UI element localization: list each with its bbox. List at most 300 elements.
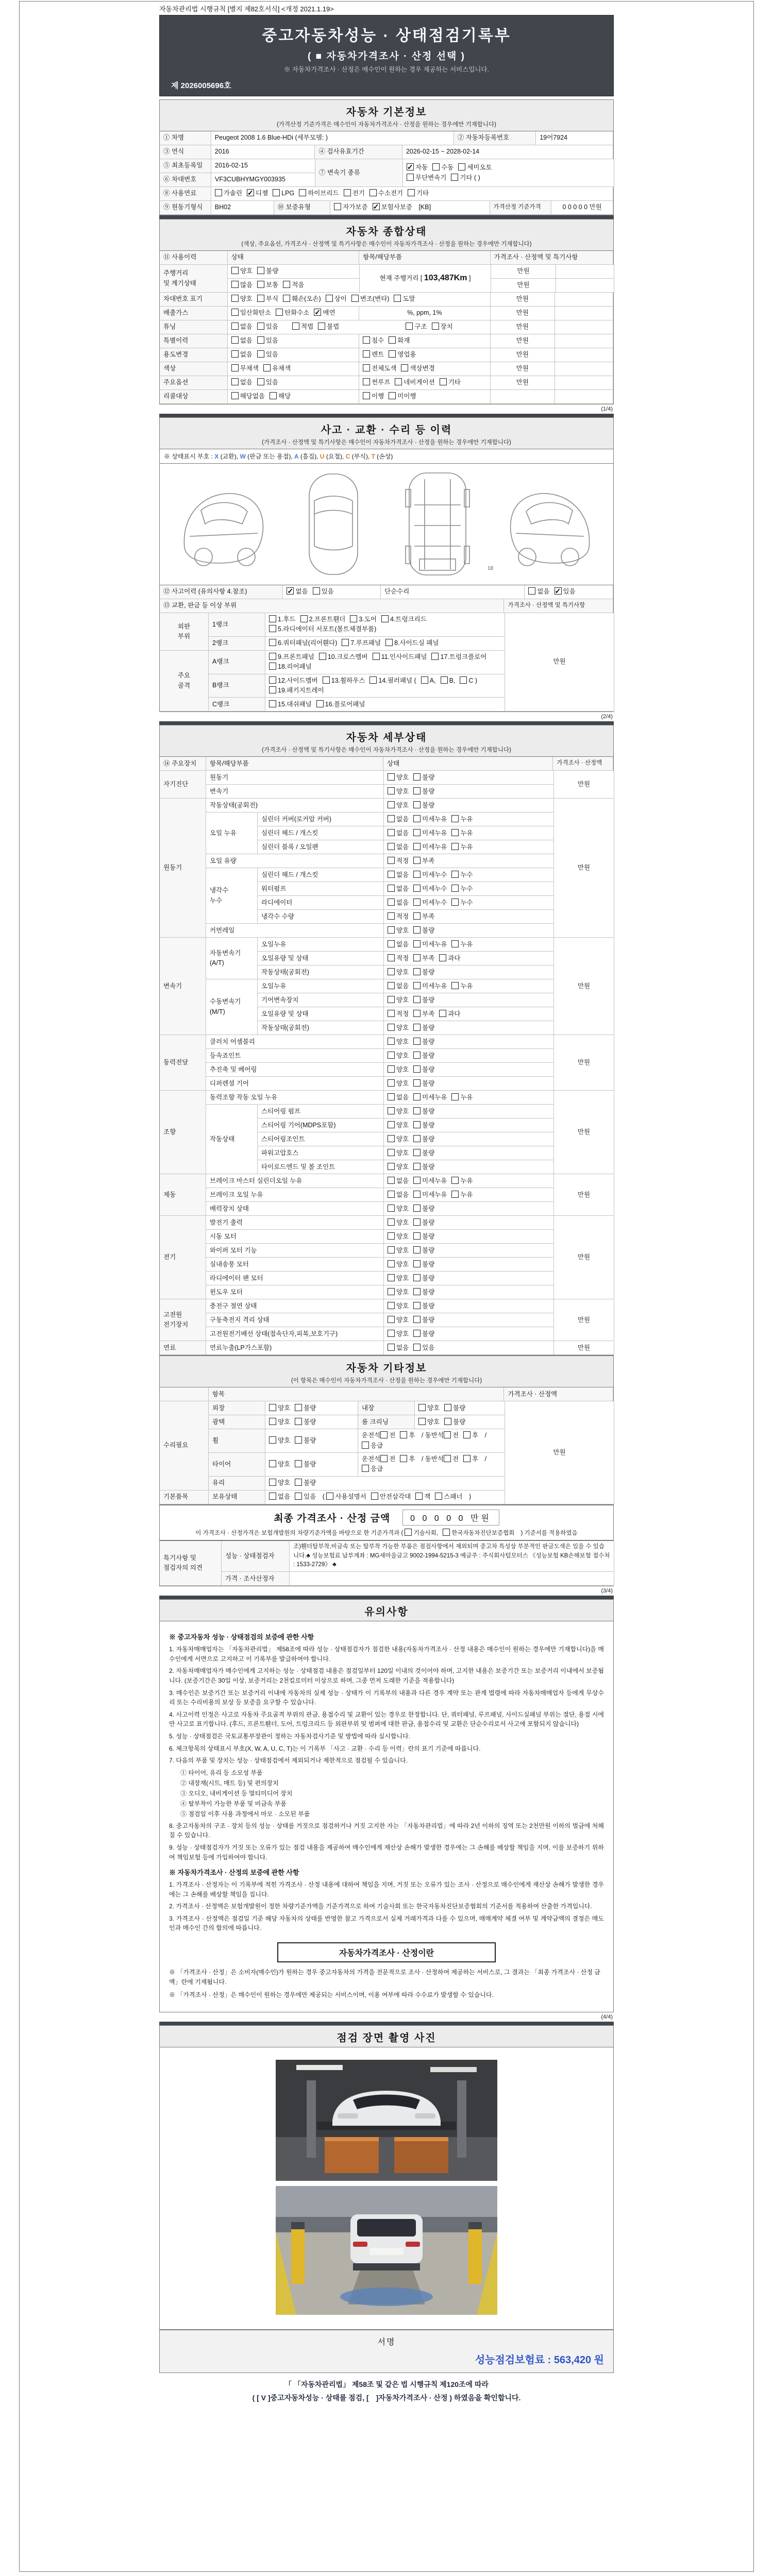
checkbox-icon[interactable]: [451, 1191, 459, 1198]
checkbox-icon[interactable]: [369, 676, 377, 684]
checkbox-option[interactable]: [269, 1460, 290, 1469]
checkbox-icon[interactable]: [388, 1260, 395, 1267]
checkbox-icon[interactable]: [381, 615, 389, 622]
checkbox-icon[interactable]: [439, 1010, 446, 1017]
checkbox-icon[interactable]: [269, 639, 276, 646]
checkbox-icon[interactable]: [413, 787, 421, 794]
checkbox-option[interactable]: [231, 280, 253, 290]
checkbox-icon[interactable]: [326, 295, 333, 302]
checkbox-option[interactable]: [421, 676, 436, 686]
checkbox-option[interactable]: [408, 189, 429, 198]
checkbox-option[interactable]: [389, 392, 416, 401]
checkbox-icon[interactable]: [362, 1465, 369, 1472]
checkbox-option[interactable]: [413, 828, 447, 838]
checkbox-icon[interactable]: [231, 364, 239, 371]
checkbox-icon[interactable]: [388, 815, 395, 822]
checkbox-icon[interactable]: [351, 295, 359, 302]
checkbox-icon[interactable]: [451, 899, 459, 906]
checkbox-option[interactable]: [444, 1454, 459, 1464]
checkbox-option[interactable]: [439, 1009, 460, 1019]
checkbox-icon[interactable]: [388, 954, 395, 961]
checkbox-option[interactable]: [451, 870, 473, 880]
checkbox-option[interactable]: [373, 202, 412, 212]
checkbox-option[interactable]: [388, 954, 409, 963]
checkbox-icon[interactable]: [388, 1121, 395, 1128]
checkbox-icon[interactable]: [413, 1288, 421, 1295]
checkbox-icon[interactable]: [413, 815, 421, 822]
checkbox-option[interactable]: [388, 926, 409, 936]
checkbox-option[interactable]: [432, 322, 453, 332]
checkbox-option[interactable]: [388, 1260, 409, 1269]
checkbox-option[interactable]: [388, 1176, 409, 1186]
checkbox-icon[interactable]: [395, 378, 402, 385]
checked-checkbox-icon[interactable]: [247, 189, 254, 196]
checkbox-icon[interactable]: [231, 350, 239, 358]
checkbox-icon[interactable]: [460, 676, 467, 684]
checkbox-icon[interactable]: [380, 1431, 388, 1438]
checkbox-option[interactable]: [388, 1023, 409, 1033]
checkbox-icon[interactable]: [326, 1493, 333, 1500]
checkbox-icon[interactable]: [451, 1093, 459, 1100]
checkbox-icon[interactable]: [413, 1107, 421, 1114]
checkbox-option[interactable]: [388, 1037, 409, 1047]
checkbox-option[interactable]: [413, 815, 447, 824]
checkbox-option[interactable]: [413, 940, 447, 950]
checkbox-icon[interactable]: [439, 954, 446, 961]
checkbox-option[interactable]: [231, 266, 253, 276]
checkbox-option[interactable]: [363, 378, 390, 387]
checkbox-option[interactable]: [276, 308, 309, 318]
checkbox-option[interactable]: [413, 981, 447, 991]
checkbox-option[interactable]: [257, 294, 278, 304]
checkbox-icon[interactable]: [528, 587, 535, 595]
checkbox-option[interactable]: [415, 1492, 430, 1502]
checkbox-option[interactable]: [413, 1162, 434, 1172]
checkbox-icon[interactable]: [388, 1052, 395, 1059]
checkbox-icon[interactable]: [431, 653, 439, 660]
checkbox-icon[interactable]: [413, 843, 421, 850]
checkbox-option[interactable]: [269, 624, 376, 634]
checkbox-icon[interactable]: [363, 350, 370, 358]
checkbox-option[interactable]: [247, 189, 268, 198]
checkbox-icon[interactable]: [444, 1455, 451, 1462]
checkbox-option[interactable]: [231, 294, 253, 304]
checkbox-icon[interactable]: [292, 323, 299, 330]
checkbox-option[interactable]: [400, 1431, 415, 1440]
checkbox-option[interactable]: [413, 1343, 434, 1353]
checkbox-option[interactable]: [269, 1478, 290, 1488]
checkbox-option[interactable]: [413, 954, 434, 963]
checkbox-option[interactable]: [231, 350, 253, 360]
checkbox-icon[interactable]: [215, 189, 222, 196]
checkbox-option[interactable]: [363, 364, 396, 374]
checkbox-option[interactable]: [388, 968, 409, 977]
checkbox-option[interactable]: [389, 350, 416, 360]
checkbox-icon[interactable]: [388, 926, 395, 934]
checkbox-option[interactable]: [388, 995, 409, 1005]
checkbox-option[interactable]: [344, 189, 365, 198]
checkbox-icon[interactable]: [444, 1431, 451, 1438]
checkbox-icon[interactable]: [231, 378, 239, 385]
checkbox-option[interactable]: [363, 350, 384, 360]
checkbox-option[interactable]: [413, 1107, 434, 1116]
checkbox-option[interactable]: [463, 1454, 478, 1464]
checkbox-option[interactable]: [444, 1431, 459, 1440]
checkbox-icon[interactable]: [451, 174, 458, 181]
checkbox-icon[interactable]: [413, 1079, 421, 1087]
checkbox-icon[interactable]: [413, 1260, 421, 1267]
checkbox-icon[interactable]: [432, 163, 440, 171]
checkbox-option[interactable]: [413, 1329, 434, 1339]
checkbox-option[interactable]: [269, 676, 318, 686]
checkbox-icon[interactable]: [231, 267, 239, 274]
checkbox-option[interactable]: [554, 587, 576, 597]
checkbox-option[interactable]: [451, 1176, 473, 1186]
checkbox-option[interactable]: [388, 1343, 409, 1353]
checkbox-icon[interactable]: [257, 378, 264, 385]
checkbox-option[interactable]: [439, 954, 460, 963]
checkbox-icon[interactable]: [369, 189, 377, 196]
checkbox-option[interactable]: [451, 981, 473, 991]
checkbox-option[interactable]: [413, 926, 434, 936]
checkbox-option[interactable]: [388, 912, 409, 922]
checkbox-option[interactable]: [362, 1441, 383, 1451]
checkbox-icon[interactable]: [413, 857, 421, 864]
checkbox-icon[interactable]: [413, 1330, 421, 1337]
checkbox-option[interactable]: [451, 815, 473, 824]
checkbox-option[interactable]: [380, 1431, 395, 1440]
checkbox-option[interactable]: [369, 676, 416, 686]
checkbox-icon[interactable]: [413, 773, 421, 781]
checkbox-option[interactable]: [257, 378, 278, 387]
checkbox-icon[interactable]: [401, 364, 408, 371]
checkbox-icon[interactable]: [300, 615, 308, 622]
checkbox-icon[interactable]: [413, 1177, 421, 1184]
checkbox-icon[interactable]: [413, 829, 421, 836]
checkbox-icon[interactable]: [269, 1418, 276, 1425]
checkbox-icon[interactable]: [263, 364, 271, 371]
checkbox-icon[interactable]: [413, 1302, 421, 1309]
checkbox-icon[interactable]: [388, 801, 395, 808]
checkbox-icon[interactable]: [388, 1344, 395, 1351]
checkbox-icon[interactable]: [257, 281, 264, 288]
checkbox-icon[interactable]: [363, 378, 370, 385]
checkbox-icon[interactable]: [443, 1529, 450, 1536]
checkbox-icon[interactable]: [413, 1163, 421, 1170]
checkbox-option[interactable]: [463, 1431, 478, 1440]
checkbox-icon[interactable]: [413, 1149, 421, 1156]
checkbox-option[interactable]: [413, 1287, 434, 1297]
checkbox-option[interactable]: [395, 378, 434, 387]
checkbox-icon[interactable]: [342, 639, 349, 646]
checkbox-icon[interactable]: [283, 295, 290, 302]
checkbox-option[interactable]: [295, 1492, 316, 1502]
checkbox-option[interactable]: [413, 1246, 434, 1256]
checkbox-option[interactable]: [381, 615, 427, 624]
checkbox-icon[interactable]: [413, 1344, 421, 1351]
checkbox-option[interactable]: [418, 1417, 440, 1427]
checkbox-icon[interactable]: [231, 281, 239, 288]
checkbox-icon[interactable]: [388, 1163, 395, 1170]
checkbox-icon[interactable]: [388, 1288, 395, 1295]
checkbox-option[interactable]: [413, 1204, 434, 1214]
checkbox-icon[interactable]: [388, 1191, 395, 1198]
checkbox-icon[interactable]: [389, 336, 396, 344]
checkbox-icon[interactable]: [362, 1442, 369, 1449]
checkbox-option[interactable]: [413, 1148, 434, 1158]
checkbox-option[interactable]: [300, 615, 346, 624]
checkbox-icon[interactable]: [231, 336, 239, 344]
checkbox-icon[interactable]: [440, 378, 447, 385]
checkbox-option[interactable]: [273, 189, 294, 198]
checkbox-icon[interactable]: [389, 350, 396, 358]
checkbox-icon[interactable]: [388, 1149, 395, 1156]
checkbox-option[interactable]: [444, 1417, 465, 1427]
checkbox-option[interactable]: [413, 968, 434, 977]
checkbox-option[interactable]: [269, 686, 324, 696]
checkbox-option[interactable]: [283, 280, 304, 290]
checkbox-option[interactable]: [388, 1301, 409, 1311]
checkbox-option[interactable]: [413, 801, 434, 810]
checkbox-icon[interactable]: [388, 857, 395, 864]
checkbox-option[interactable]: [318, 322, 339, 332]
checkbox-option[interactable]: [231, 378, 253, 387]
checkbox-option[interactable]: [388, 1121, 409, 1130]
checkbox-option[interactable]: [401, 364, 434, 374]
checkbox-icon[interactable]: [413, 1093, 421, 1100]
checkbox-option[interactable]: [269, 1436, 290, 1446]
checkbox-icon[interactable]: [463, 1455, 470, 1462]
checkbox-icon[interactable]: [405, 1529, 412, 1536]
checkbox-icon[interactable]: [415, 1493, 423, 1500]
checkbox-icon[interactable]: [413, 940, 421, 947]
checkbox-icon[interactable]: [363, 364, 370, 371]
checkbox-icon[interactable]: [432, 323, 439, 330]
checkbox-option[interactable]: [413, 1260, 434, 1269]
checkbox-icon[interactable]: [388, 885, 395, 892]
checkbox-option[interactable]: [435, 1492, 462, 1502]
checkbox-option[interactable]: [314, 308, 335, 318]
checkbox-icon[interactable]: [269, 1404, 276, 1411]
checkbox-option[interactable]: [388, 1065, 409, 1075]
checkbox-option[interactable]: [451, 898, 473, 908]
checkbox-icon[interactable]: [371, 1493, 378, 1500]
checkbox-icon[interactable]: [406, 323, 413, 330]
checkbox-icon[interactable]: [388, 912, 395, 920]
checkbox-option[interactable]: [388, 981, 409, 991]
checkbox-icon[interactable]: [295, 1404, 302, 1411]
checkbox-option[interactable]: [295, 1403, 316, 1413]
checkbox-icon[interactable]: [388, 899, 395, 906]
checkbox-icon[interactable]: [408, 189, 415, 196]
checkbox-icon[interactable]: [257, 323, 264, 330]
checkbox-option[interactable]: [407, 163, 428, 173]
checkbox-icon[interactable]: [413, 1205, 421, 1212]
checkbox-icon[interactable]: [413, 1316, 421, 1323]
checkbox-option[interactable]: [373, 652, 427, 662]
checkbox-option[interactable]: [371, 1492, 411, 1502]
checkbox-option[interactable]: [460, 676, 477, 686]
checkbox-icon[interactable]: [388, 1010, 395, 1017]
checkbox-option[interactable]: [270, 392, 291, 401]
checkbox-icon[interactable]: [388, 1246, 395, 1253]
checkbox-option[interactable]: [441, 676, 456, 686]
checkbox-icon[interactable]: [388, 940, 395, 947]
checkbox-option[interactable]: [231, 322, 253, 332]
checkbox-icon[interactable]: [413, 885, 421, 892]
checkbox-icon[interactable]: [444, 1404, 451, 1411]
checkbox-option[interactable]: [388, 1218, 409, 1228]
checkbox-option[interactable]: [413, 1176, 447, 1186]
checkbox-option[interactable]: [295, 1436, 316, 1446]
checkbox-option[interactable]: [316, 700, 365, 709]
checkbox-icon[interactable]: [451, 829, 459, 836]
checkbox-option[interactable]: [413, 1037, 434, 1047]
checkbox-icon[interactable]: [388, 1107, 395, 1114]
checkbox-icon[interactable]: [313, 587, 320, 595]
checkbox-icon[interactable]: [421, 676, 428, 684]
checkbox-icon[interactable]: [418, 1404, 426, 1411]
checkbox-option[interactable]: [413, 870, 447, 880]
checkbox-option[interactable]: [388, 1079, 409, 1089]
checkbox-option[interactable]: [413, 842, 447, 852]
checkbox-option[interactable]: [388, 1134, 409, 1144]
checkbox-option[interactable]: [295, 1478, 316, 1488]
checkbox-option[interactable]: [451, 1093, 473, 1103]
checkbox-option[interactable]: [388, 787, 409, 796]
checkbox-option[interactable]: [269, 662, 312, 672]
checkbox-icon[interactable]: [388, 773, 395, 781]
checkbox-option[interactable]: [413, 787, 434, 796]
checkbox-option[interactable]: [323, 676, 365, 686]
checkbox-icon[interactable]: [413, 871, 421, 878]
checkbox-option[interactable]: [388, 1190, 409, 1200]
checkbox-icon[interactable]: [413, 1038, 421, 1045]
checkbox-icon[interactable]: [388, 1135, 395, 1142]
checkbox-option[interactable]: [257, 350, 278, 360]
checkbox-icon[interactable]: [295, 1418, 302, 1425]
checkbox-icon[interactable]: [444, 1418, 451, 1425]
checkbox-icon[interactable]: [413, 1274, 421, 1281]
checked-checkbox-icon[interactable]: [554, 587, 562, 595]
checkbox-option[interactable]: [362, 1464, 383, 1474]
checkbox-icon[interactable]: [299, 189, 306, 196]
checkbox-option[interactable]: [388, 1162, 409, 1172]
checkbox-option[interactable]: [385, 638, 439, 648]
checkbox-icon[interactable]: [388, 1205, 395, 1212]
checkbox-icon[interactable]: [388, 1038, 395, 1045]
checkbox-icon[interactable]: [451, 982, 459, 989]
checkbox-option[interactable]: [269, 1403, 290, 1413]
checkbox-option[interactable]: [257, 280, 278, 290]
checkbox-icon[interactable]: [388, 1065, 395, 1073]
checkbox-icon[interactable]: [388, 787, 395, 794]
checkbox-option[interactable]: [326, 294, 347, 304]
checkbox-option[interactable]: [295, 1417, 316, 1427]
checkbox-option[interactable]: [413, 884, 447, 894]
checkbox-option[interactable]: [388, 1315, 409, 1325]
checkbox-option[interactable]: [269, 700, 312, 709]
checkbox-icon[interactable]: [316, 700, 324, 707]
checkbox-option[interactable]: [406, 322, 427, 332]
checkbox-option[interactable]: [388, 815, 409, 824]
checkbox-icon[interactable]: [269, 653, 276, 660]
checkbox-option[interactable]: [413, 1065, 434, 1075]
checkbox-icon[interactable]: [388, 1177, 395, 1184]
checkbox-icon[interactable]: [388, 968, 395, 975]
checkbox-icon[interactable]: [441, 676, 448, 684]
checkbox-icon[interactable]: [388, 996, 395, 1003]
checkbox-icon[interactable]: [413, 801, 421, 808]
checkbox-icon[interactable]: [394, 295, 401, 302]
checkbox-option[interactable]: [413, 1218, 434, 1228]
checkbox-icon[interactable]: [363, 336, 370, 344]
checkbox-option[interactable]: [263, 364, 291, 374]
checkbox-option[interactable]: [287, 587, 308, 597]
checkbox-icon[interactable]: [270, 392, 277, 399]
checkbox-option[interactable]: [388, 828, 409, 838]
checkbox-icon[interactable]: [400, 1431, 407, 1438]
checkbox-option[interactable]: [231, 392, 265, 401]
checkbox-icon[interactable]: [373, 653, 380, 660]
checkbox-icon[interactable]: [451, 843, 459, 850]
checkbox-icon[interactable]: [451, 815, 459, 822]
checkbox-icon[interactable]: [388, 1093, 395, 1100]
checkbox-icon[interactable]: [388, 843, 395, 850]
checked-checkbox-icon[interactable]: [287, 587, 294, 595]
checkbox-option[interactable]: [413, 1315, 434, 1325]
checkbox-option[interactable]: [388, 898, 409, 908]
checkbox-option[interactable]: [342, 638, 381, 648]
checkbox-icon[interactable]: [451, 940, 459, 947]
checkbox-option[interactable]: [388, 870, 409, 880]
checkbox-option[interactable]: [257, 336, 278, 346]
checkbox-icon[interactable]: [388, 982, 395, 989]
checkbox-icon[interactable]: [388, 1274, 395, 1281]
checkbox-option[interactable]: [388, 1107, 409, 1116]
checkbox-icon[interactable]: [388, 1232, 395, 1240]
checkbox-icon[interactable]: [295, 1436, 302, 1444]
checkbox-option[interactable]: [418, 1403, 440, 1413]
checkbox-icon[interactable]: [257, 350, 264, 358]
checkbox-option[interactable]: [413, 1093, 447, 1103]
checkbox-option[interactable]: [269, 615, 296, 624]
checkbox-icon[interactable]: [413, 1065, 421, 1073]
checkbox-icon[interactable]: [413, 1191, 421, 1198]
checkbox-option[interactable]: [413, 1274, 434, 1283]
checkbox-option[interactable]: [231, 364, 259, 374]
checkbox-option[interactable]: [269, 638, 337, 648]
checkbox-option[interactable]: [257, 266, 278, 276]
checkbox-option[interactable]: [388, 773, 409, 783]
checkbox-icon[interactable]: [269, 1493, 276, 1500]
checkbox-option[interactable]: [413, 912, 434, 922]
checkbox-icon[interactable]: [451, 1177, 459, 1184]
checkbox-icon[interactable]: [231, 323, 239, 330]
checkbox-icon[interactable]: [413, 1246, 421, 1253]
checkbox-icon[interactable]: [388, 1079, 395, 1087]
checkbox-icon[interactable]: [269, 1460, 276, 1467]
checkbox-icon[interactable]: [295, 1479, 302, 1486]
checkbox-option[interactable]: [215, 189, 242, 198]
checkbox-icon[interactable]: [388, 1302, 395, 1309]
checkbox-option[interactable]: [444, 1403, 465, 1413]
checkbox-option[interactable]: [269, 652, 314, 662]
checkbox-option[interactable]: [451, 173, 480, 183]
checkbox-option[interactable]: [413, 773, 434, 783]
checkbox-icon[interactable]: [413, 982, 421, 989]
checkbox-icon[interactable]: [388, 1316, 395, 1323]
